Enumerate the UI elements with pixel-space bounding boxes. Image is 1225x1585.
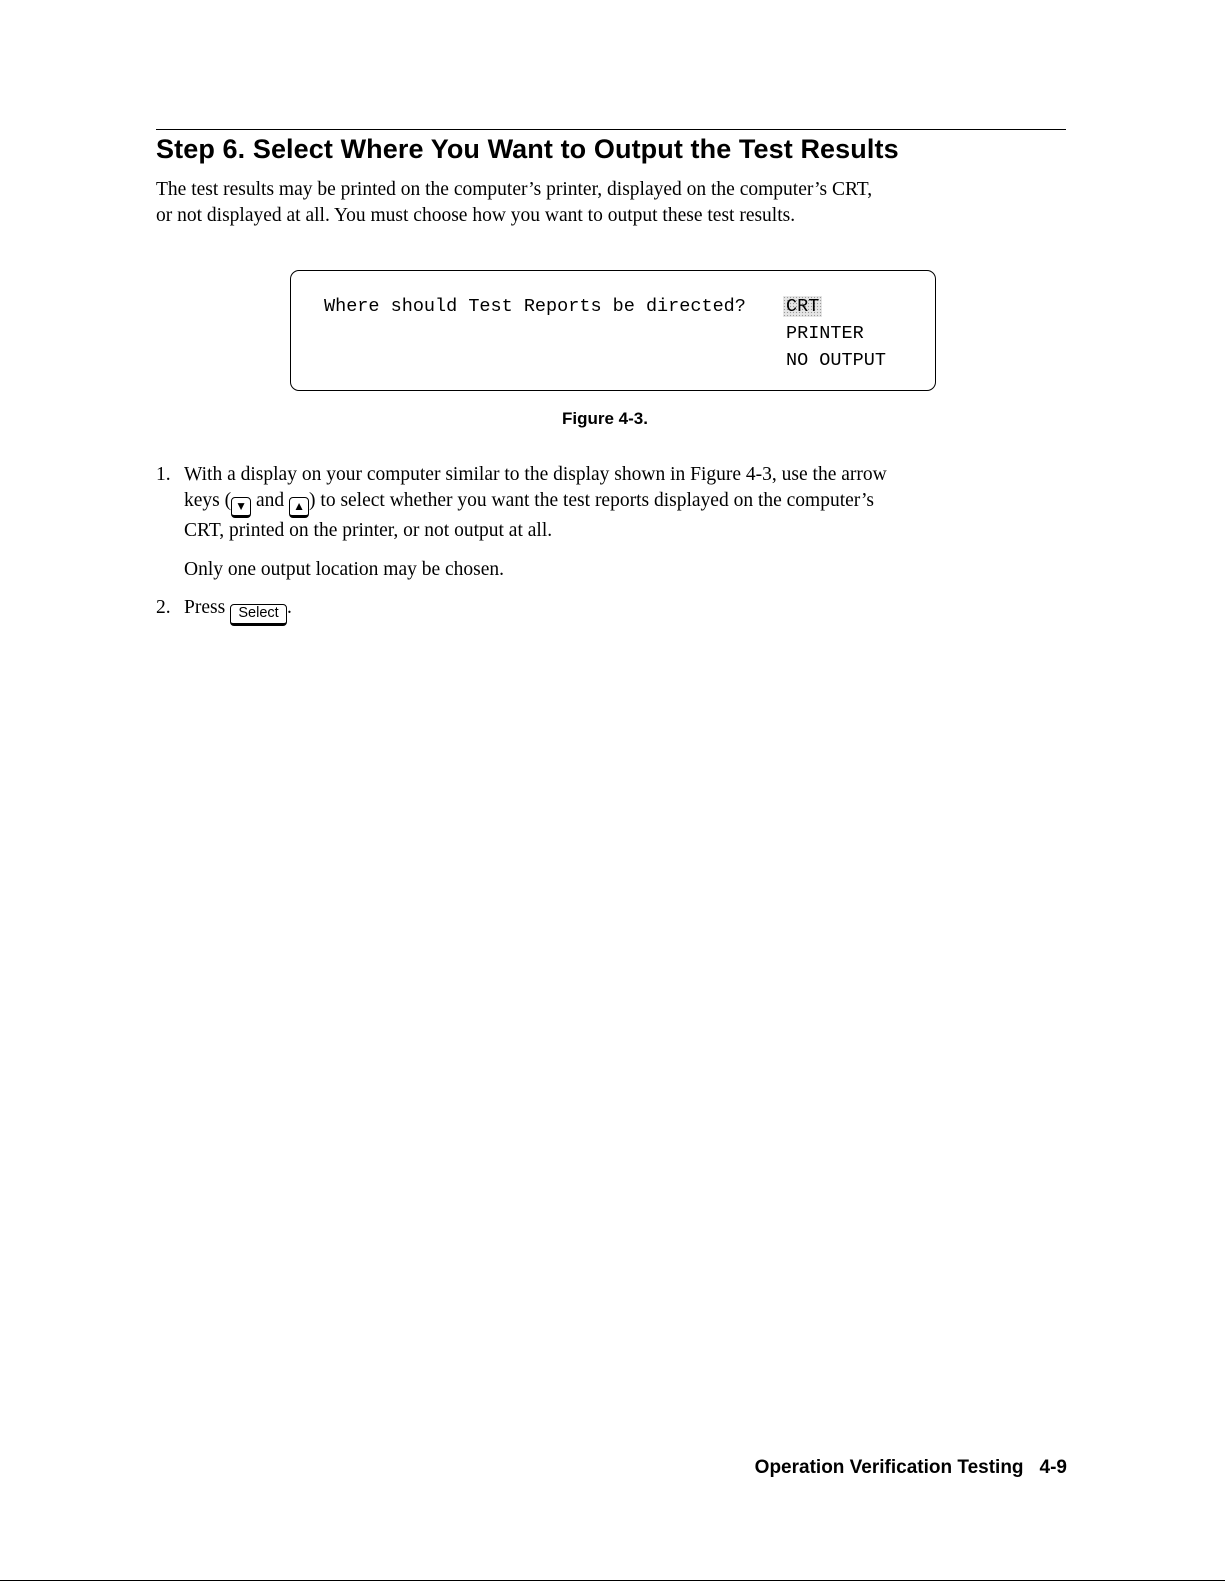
- intro-line: The test results may be printed on the computer’s printer, displayed on the computer’s CRT,: [156, 179, 873, 200]
- intro-line: or not displayed at all. You must choose how you want to output these test results.: [156, 205, 796, 226]
- down-arrow-key-icon: ▼: [231, 497, 251, 518]
- page-footer: [755, 1457, 1067, 1479]
- page-number: 4-9: [1039, 1457, 1067, 1478]
- output-options-list: [786, 296, 886, 377]
- step-number: 2.: [156, 597, 171, 618]
- step-text-line: With a display on your computer similar to the display shown in Figure 4-3, use the arrow: [184, 464, 887, 485]
- screen-display-figure: [290, 270, 936, 391]
- step-text-line: keys ( ▼ and ▲ ) to select whether you want the test reports displayed on the computer’s: [184, 488, 1066, 518]
- heading-rule: [156, 129, 1066, 130]
- section-heading: Step 6. Select Where You Want to Output the Test Results: [156, 134, 899, 164]
- step-item: [156, 595, 1066, 626]
- step-text-line: Press Select .: [184, 595, 1066, 626]
- footer-section-title: Operation Verification Testing: [754, 1457, 1024, 1478]
- step-item: [156, 462, 1066, 583]
- screen-prompt: Where should Test Reports be directed?: [324, 296, 746, 317]
- bottom-rule: [0, 1580, 1225, 1581]
- step-note: Only one output location may be chosen.: [184, 559, 505, 580]
- up-arrow-key-icon: ▲: [289, 497, 309, 518]
- step-text-line: CRT, printed on the printer, or not output at all.: [184, 520, 553, 541]
- intro-paragraph: [156, 177, 1066, 229]
- step-number: 1.: [156, 464, 171, 485]
- option-no-output[interactable]: NO OUTPUT: [786, 350, 886, 371]
- option-printer[interactable]: PRINTER: [786, 323, 864, 344]
- option-crt[interactable]: CRT: [786, 296, 886, 323]
- figure-caption: Figure 4-3.: [562, 409, 648, 428]
- procedure-steps: [156, 462, 1066, 626]
- select-key-icon: Select: [230, 604, 287, 626]
